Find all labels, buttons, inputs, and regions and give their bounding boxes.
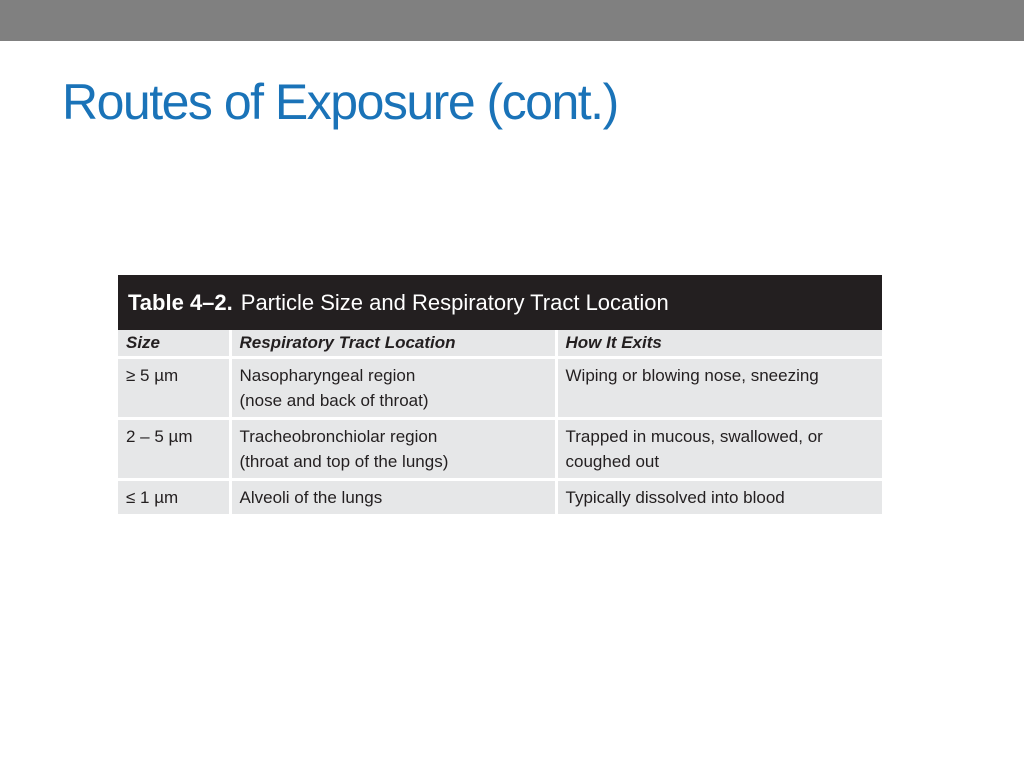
location-text: Nasopharyngeal region (239, 366, 416, 385)
table-caption-number: Table 4–2. (128, 289, 233, 315)
location-note: (throat and top of the lungs) (239, 452, 449, 471)
cell-location (230, 419, 556, 480)
header-size: Size (118, 330, 230, 358)
top-band (0, 0, 1024, 41)
table-caption-title: Particle Size and Respiratory Tract Location (240, 289, 669, 315)
location-note: (nose and back of throat) (239, 391, 429, 410)
table-header-row (118, 330, 882, 358)
cell-location (230, 480, 556, 516)
cell-size: ≤ 1 µm (118, 480, 230, 516)
header-how-it-exits: How It Exits (556, 330, 882, 358)
slide-title: Routes of Exposure (cont.) (62, 74, 618, 130)
cell-exit: Typically dissolved into blood (556, 480, 882, 516)
cell-size: 2 – 5 µm (118, 419, 230, 480)
header-respiratory-tract-location: Respiratory Tract Location (230, 330, 556, 358)
table-row (118, 480, 882, 516)
table-row (118, 419, 882, 480)
location-text: Tracheobronchiolar region (239, 427, 438, 446)
particle-size-table (118, 275, 882, 517)
table-caption (118, 275, 882, 330)
cell-location (230, 358, 556, 419)
cell-size: ≥ 5 µm (118, 358, 230, 419)
cell-exit: Trapped in mucous, swallowed, or coughed out (556, 419, 882, 480)
cell-exit: Wiping or blowing nose, sneezing (556, 358, 882, 419)
location-text: Alveoli of the lungs (239, 488, 383, 507)
data-table (118, 330, 882, 517)
table-row (118, 358, 882, 419)
